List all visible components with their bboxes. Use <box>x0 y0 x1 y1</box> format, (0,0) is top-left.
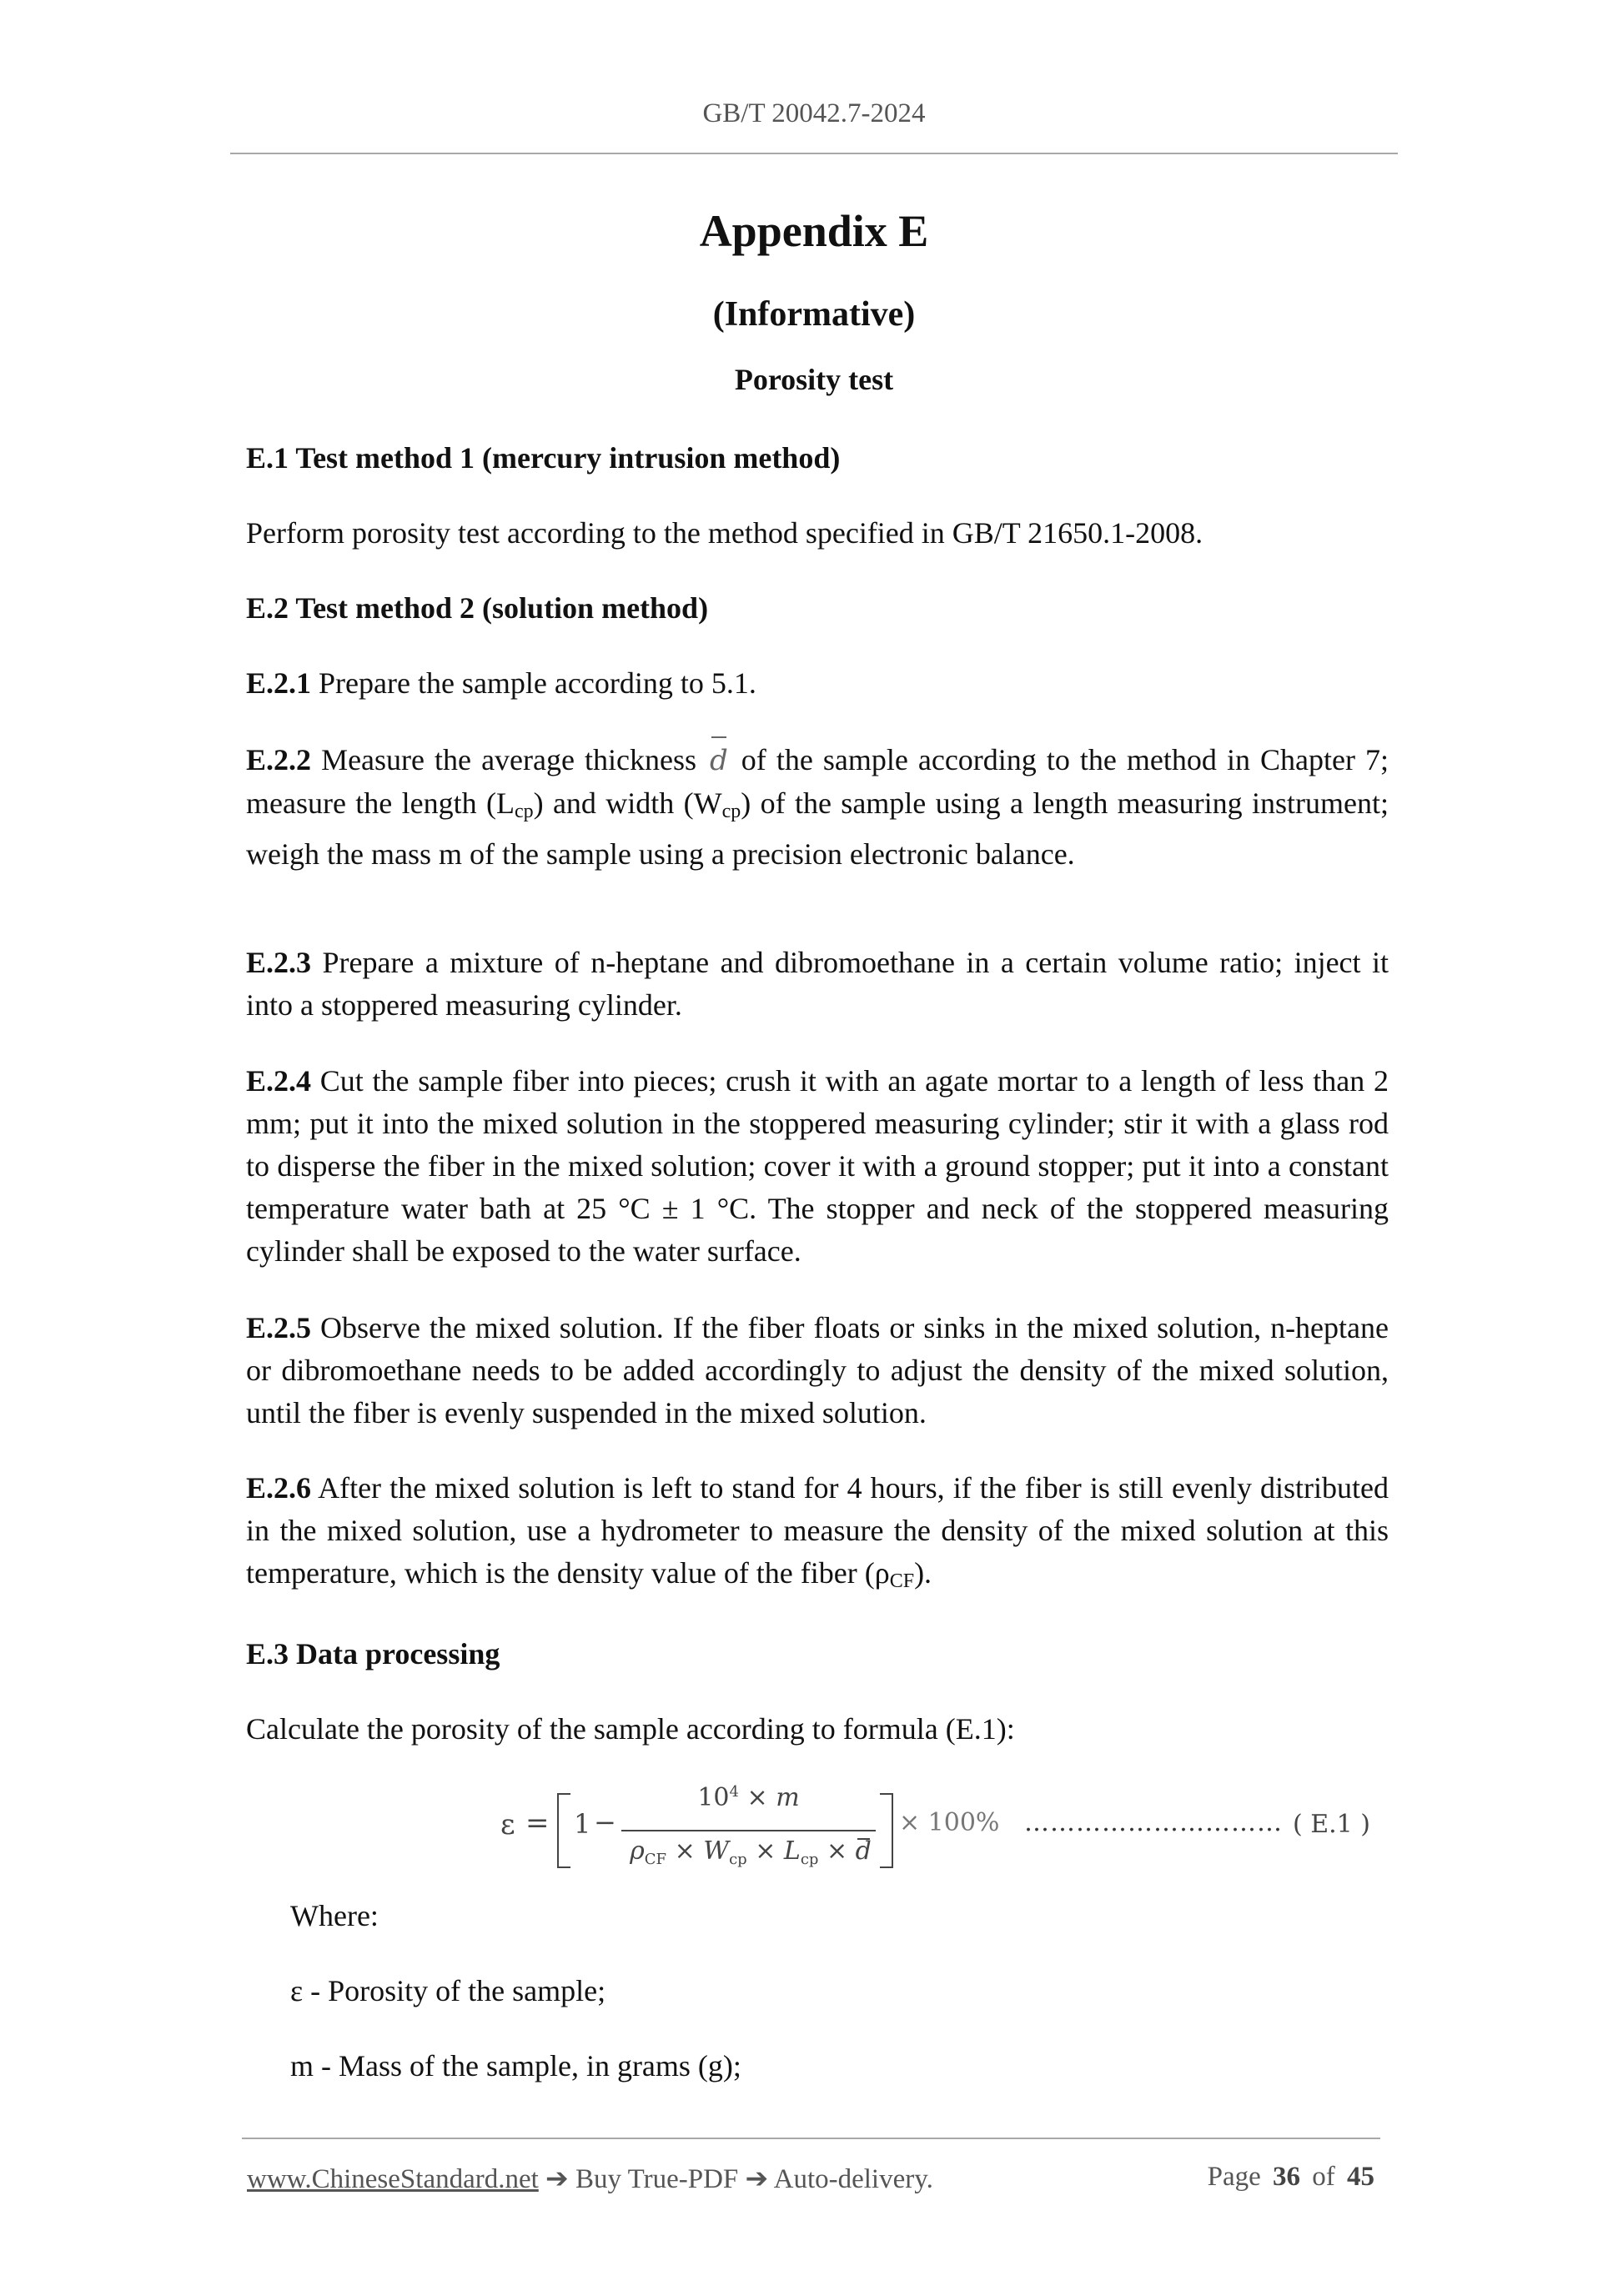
heading-e1: E.1 Test method 1 (mercury intrusion method) <box>246 441 841 475</box>
clause-number: E.2.6 <box>246 1471 312 1505</box>
clause-text: After the mixed solution is left to stand for 4 hours, if the fiber is still evenly distributed in the mixed solution, use a hydrometer to measure the density of the mixed solution at this temperature, which is the density value of the fiber (ρ <box>246 1471 1389 1590</box>
where-label: Where: <box>290 1899 379 1932</box>
clause-text: Observe the mixed solution. If the fiber floats or sinks in the mixed solution, n-heptane or dibromoethane needs to be added accordingly to adjust the density of the mixed solution, until the fiber is evenly suspended in the mixed solution. <box>246 1311 1389 1429</box>
footer-text: ➔ Buy True-PDF <box>538 2164 746 2194</box>
clause-number: E.2.5 <box>246 1311 312 1344</box>
formula-minus: − <box>594 1806 616 1838</box>
page-label: Page <box>1207 2162 1261 2192</box>
clause-text: ). <box>914 1556 932 1590</box>
paragraph-e26 <box>246 1467 1389 1603</box>
clause-text: ) and width (W <box>533 786 722 820</box>
porosity-formula <box>500 1776 1401 1876</box>
footer-divider <box>242 2138 1380 2139</box>
where-item: ε - Porosity of the sample; <box>290 1974 606 2007</box>
formula-equals: = <box>525 1806 550 1840</box>
page-current: 36 <box>1273 2162 1300 2192</box>
clause-text: Prepare the sample according to 5.1. <box>311 666 756 700</box>
formula-right-bracket <box>880 1793 893 1868</box>
numerator-exponent: 4 <box>729 1783 739 1801</box>
paragraph-e24 <box>246 1060 1389 1273</box>
heading-e3: E.3 Data processing <box>246 1637 500 1671</box>
paragraph-e25 <box>246 1307 1389 1434</box>
subscript: CF <box>889 1570 915 1592</box>
clause-number: E.2.3 <box>246 946 312 979</box>
page-number <box>1208 2162 1374 2193</box>
clause-number: E.2.4 <box>246 1064 312 1098</box>
page-total: 45 <box>1347 2162 1374 2192</box>
length-symbol: × L <box>746 1836 801 1866</box>
subscript: cp <box>729 1851 747 1868</box>
numerator-mass: × m <box>738 1783 800 1812</box>
clause-text: Prepare a mixture of n-heptane and dibromoethane in a certain volume ratio; inject it into a stoppered measuring cylinder. <box>246 946 1389 1022</box>
appendix-subject: Porosity test <box>734 363 894 396</box>
paragraph-e21 <box>246 662 1389 705</box>
subscript: CF <box>644 1851 667 1868</box>
formula-numerator <box>621 1783 876 1812</box>
subscript: cp <box>721 801 741 822</box>
formula-number: ( E.1 ) <box>1293 1810 1371 1839</box>
formula-one: 1 <box>574 1808 591 1840</box>
formula-left-bracket <box>557 1793 570 1868</box>
appendix-title: Appendix E <box>699 206 929 256</box>
times-symbol: × <box>818 1836 856 1866</box>
clause-text: ) of the sample using a length measuring instrument; weigh the mass m of the sample using a precision electronic balance. <box>246 786 1389 871</box>
subscript: cp <box>800 1851 819 1868</box>
clause-number: E.2.1 <box>246 666 312 700</box>
where-item: m - Mass of the sample, in grams (g); <box>290 2049 741 2082</box>
clause-text: Cut the sample fiber into pieces; crush it with an agate mortar to a length of less than 2 mm; put it into the mixed solution in the stoppered measuring cylinder; stir it with a glass rod to disperse the fiber in the mixed solution; cover it with a ground stopper; put it into a constant temperature water bath at 25 °C ± 1 °C. The stopper and neck of the stoppered measuring cylinder shall be exposed to the water surface. <box>246 1064 1389 1268</box>
formula-leader-dots: ………………………… <box>1024 1808 1283 1837</box>
formula-lhs: ε <box>500 1808 515 1841</box>
clause-number: E.2.2 <box>246 743 312 776</box>
footer-text: ➔ Auto-delivery. <box>745 2164 933 2194</box>
appendix-type: (Informative) <box>712 295 916 334</box>
numerator-base: 10 <box>697 1783 730 1812</box>
paragraph-e23 <box>246 942 1389 1027</box>
paragraph-e22 <box>246 739 1389 876</box>
clause-text: of the sample according to the method in Chapter 7; measure the length (L <box>246 743 1389 820</box>
heading-e2: E.2 Test method 2 (solution method) <box>246 591 709 625</box>
average-thickness-symbol: d <box>708 740 730 782</box>
page-of: of <box>1312 2162 1335 2192</box>
width-symbol: × W <box>666 1836 730 1866</box>
paragraph-e3: Calculate the porosity of the sample according to formula (E.1): <box>246 1712 1015 1746</box>
header-divider <box>230 153 1398 154</box>
subscript: cp <box>514 801 534 822</box>
site-link[interactable]: www.ChineseStandard.net <box>247 2164 539 2194</box>
formula-percent: × 100% <box>899 1808 1000 1837</box>
clause-text: Measure the average thickness <box>311 743 697 776</box>
page-header: GB/T 20042.7-2024 <box>702 98 926 128</box>
thickness-symbol: d <box>855 1836 872 1866</box>
formula-denominator <box>617 1836 884 1868</box>
fraction-bar <box>621 1830 876 1831</box>
footer-promo <box>247 2162 933 2195</box>
paragraph-e1: Perform porosity test according to the method specified in GB/T 21650.1-2008. <box>246 516 1203 550</box>
density-symbol: ρ <box>630 1836 645 1866</box>
